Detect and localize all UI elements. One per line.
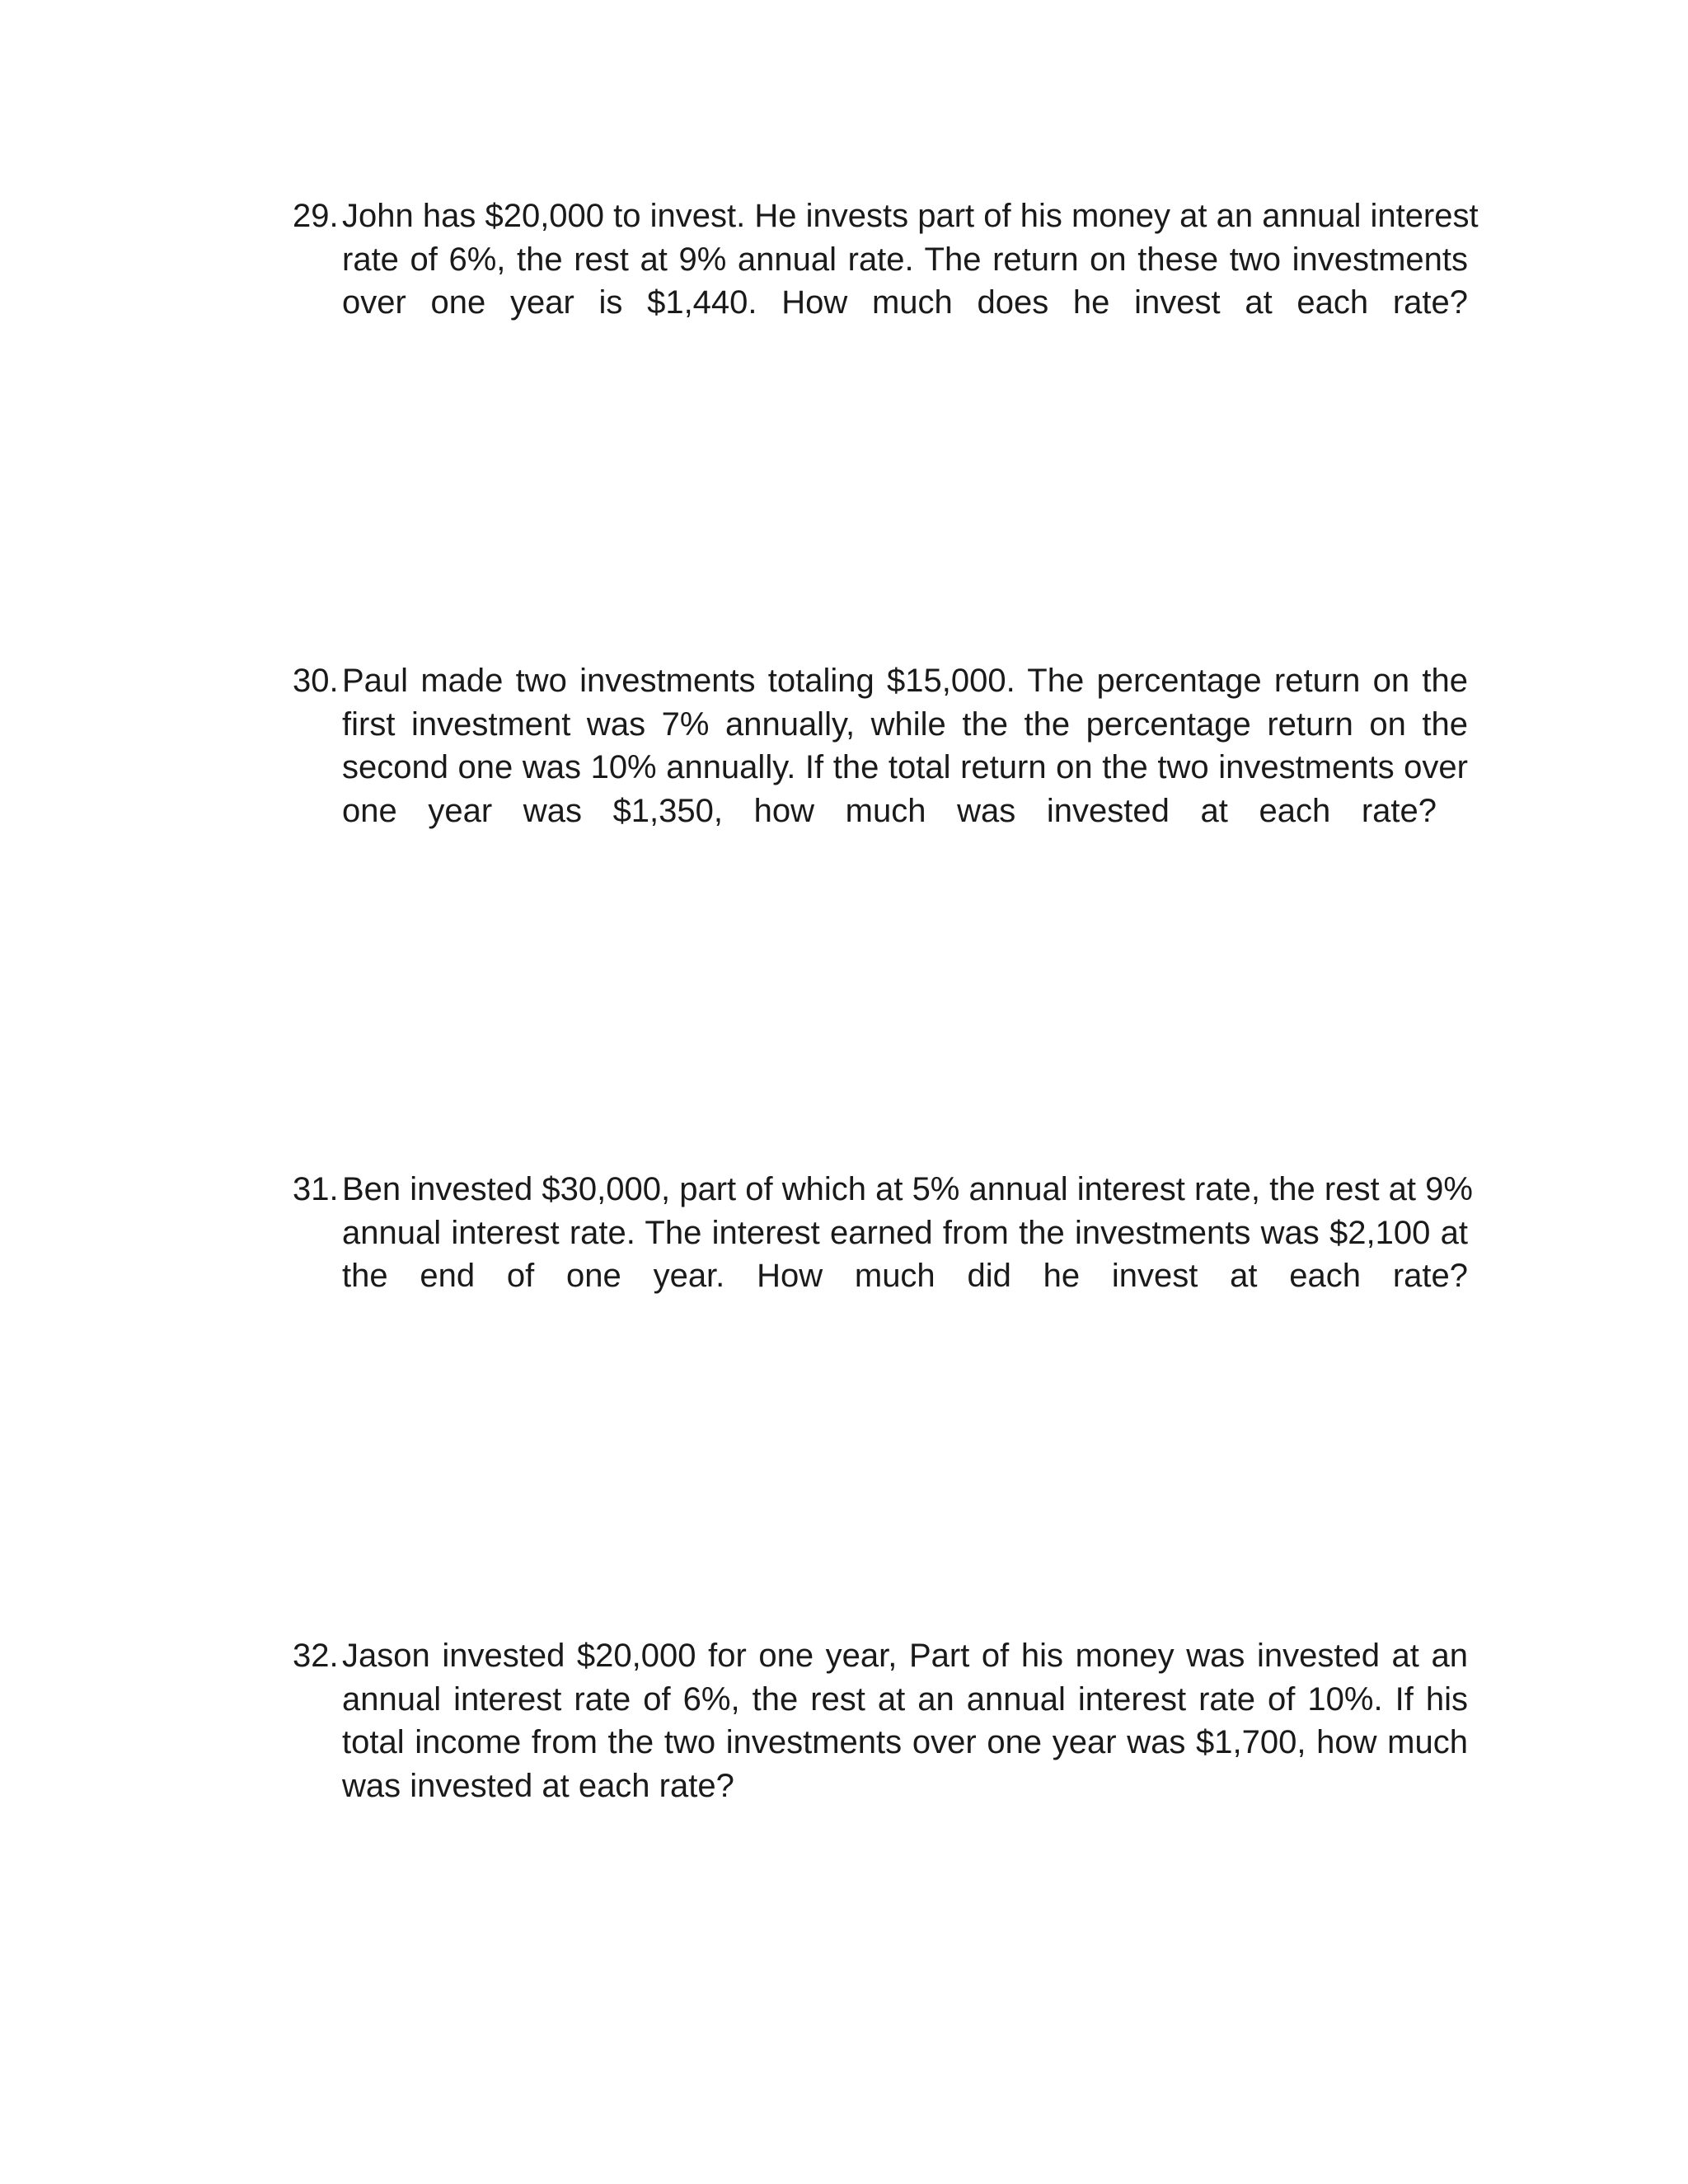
problem-text-line: Jason invested $20,000 for one year, Part of his money was invested at an [342,1638,1468,1674]
problem-text-line: annual interest rate of 6%, the rest at an annual interest rate of 10%. If his [342,1680,1468,1718]
problem-text-line: second one was 10% annually. If the total return on the two investments over [342,749,1468,785]
problem-text-line: was invested at each rate? [342,1767,734,1804]
problem-text-line: Paul made two investments totaling $15,000. The percentage return on the [342,663,1468,699]
problem-32 [293,1634,1468,1807]
problem-number: 29. [293,198,339,234]
problem-30 [293,659,1468,832]
problem-text-line: first investment was 7% annually, while the the percentage return on the [342,705,1468,743]
problem-number: 30. [293,663,339,699]
problem-number: 32. [293,1638,339,1674]
problem-text-line: one year was $1,350, how much was invested at each rate? [342,792,1437,829]
problem-text-line: the end of one year. How much did he invest at each rate? [342,1258,1468,1294]
problem-text-line: rate of 6%, the rest at 9% annual rate. The return on these two investments [342,241,1468,278]
problem-text-line: over one year is $1,440. How much does he invest at each rate? [342,284,1468,321]
problem-text-line: John has $20,000 to invest. He invests part of his money at an annual interest [342,198,1479,234]
problem-number: 31. [293,1171,339,1207]
problem-text-line: annual interest rate. The interest earned from the investments was $2,100 at [342,1214,1468,1251]
problem-text-line: Ben invested $30,000, part of which at 5% annual interest rate, the rest at 9% [342,1171,1473,1207]
problem-text-line: total income from the two investments over one year was $1,700, how much [342,1724,1468,1760]
problem-29 [293,194,1479,325]
problem-31 [293,1168,1473,1298]
